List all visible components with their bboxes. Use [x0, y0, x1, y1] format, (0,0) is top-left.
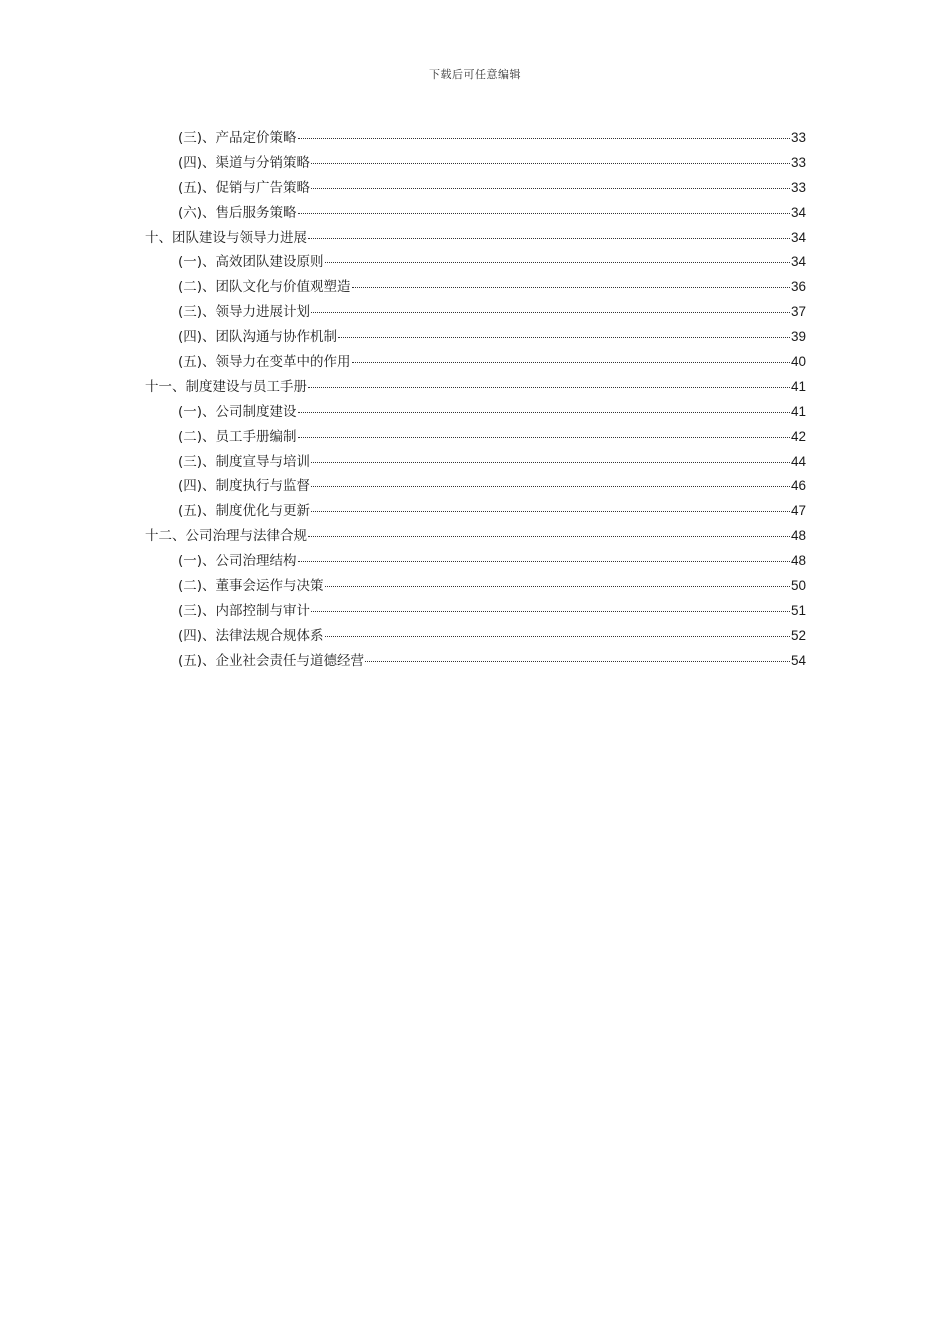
toc-dot-leader	[311, 610, 790, 612]
toc-dot-leader	[298, 212, 790, 214]
toc-entry-title: (五)、领导力在变革中的作用	[178, 354, 351, 371]
toc-entry-title: (五)、制度优化与更新	[178, 503, 311, 520]
toc-page-number: 34	[790, 204, 806, 220]
toc-entry-title: (三)、内部控制与审计	[178, 602, 311, 619]
toc-chapter-entry[interactable]	[145, 524, 806, 549]
toc-dot-leader	[311, 187, 790, 189]
toc-page-number: 51	[790, 602, 806, 618]
toc-entry-title: (二)、团队文化与价值观塑造	[178, 279, 351, 296]
toc-dot-leader	[298, 137, 790, 139]
toc-page-number: 46	[790, 478, 806, 494]
toc-dot-leader	[308, 237, 790, 239]
toc-page-number: 52	[790, 627, 806, 643]
toc-dot-leader	[311, 461, 790, 463]
toc-page-number: 41	[790, 403, 806, 419]
toc-entry-title: (一)、高效团队建设原则	[178, 254, 324, 271]
page-header: 下载后可任意编辑	[429, 68, 521, 81]
toc-entry-title: (一)、公司制度建设	[178, 403, 297, 420]
toc-section-entry[interactable]	[145, 151, 806, 176]
toc-page-number: 33	[790, 130, 806, 145]
toc-section-entry[interactable]	[145, 450, 806, 475]
toc-entry-title: (三)、产品定价策略	[178, 130, 297, 146]
toc-entry-title: (二)、员工手册编制	[178, 428, 297, 445]
table-of-contents	[145, 126, 806, 674]
toc-dot-leader	[308, 535, 790, 537]
toc-page-number: 34	[790, 254, 806, 270]
toc-dot-leader	[325, 261, 790, 263]
toc-page-number: 33	[790, 179, 806, 195]
toc-chapter-entry[interactable]	[145, 375, 806, 400]
toc-page-number: 48	[790, 528, 806, 544]
toc-section-entry[interactable]	[145, 275, 806, 300]
toc-entry-title: 十二、公司治理与法律合规	[145, 528, 307, 545]
toc-chapter-entry[interactable]	[145, 226, 806, 251]
toc-section-entry[interactable]	[145, 325, 806, 350]
toc-section-entry[interactable]	[145, 250, 806, 275]
toc-entry-title: (三)、领导力进展计划	[178, 304, 311, 321]
toc-dot-leader	[311, 162, 790, 164]
toc-section-entry[interactable]	[145, 474, 806, 499]
toc-page-number: 40	[790, 354, 806, 370]
toc-section-entry[interactable]	[145, 649, 806, 674]
toc-entry-title: (一)、公司治理结构	[178, 553, 297, 570]
toc-section-entry[interactable]	[145, 300, 806, 325]
toc-entry-title: (四)、渠道与分销策略	[178, 154, 311, 171]
toc-entry-title: (六)、售后服务策略	[178, 204, 297, 221]
toc-dot-leader	[325, 585, 790, 587]
toc-section-entry[interactable]	[145, 425, 806, 450]
toc-page-number: 36	[790, 279, 806, 295]
toc-dot-leader	[311, 485, 790, 487]
toc-entry-title: 十、团队建设与领导力进展	[145, 229, 307, 246]
toc-dot-leader	[298, 560, 790, 562]
toc-dot-leader	[311, 311, 790, 313]
toc-entry-title: (四)、法律法规合规体系	[178, 627, 324, 644]
toc-entry-title: (四)、团队沟通与协作机制	[178, 329, 338, 346]
toc-section-entry[interactable]	[145, 499, 806, 524]
toc-entry-title: (四)、制度执行与监督	[178, 478, 311, 495]
toc-section-entry[interactable]	[145, 126, 806, 151]
toc-page-number: 54	[790, 652, 806, 668]
toc-dot-leader	[352, 286, 790, 288]
toc-section-entry[interactable]	[145, 624, 806, 649]
toc-section-entry[interactable]	[145, 400, 806, 425]
toc-dot-leader	[298, 436, 790, 438]
toc-dot-leader	[338, 336, 790, 338]
toc-section-entry[interactable]	[145, 201, 806, 226]
toc-entry-title: (五)、促销与广告策略	[178, 179, 311, 196]
toc-page-number: 48	[790, 553, 806, 569]
toc-page-number: 41	[790, 378, 806, 394]
toc-dot-leader	[311, 510, 790, 512]
toc-section-entry[interactable]	[145, 574, 806, 599]
toc-entry-title: 十一、制度建设与员工手册	[145, 378, 307, 395]
toc-page-number: 39	[790, 329, 806, 345]
toc-page-number: 47	[790, 503, 806, 519]
toc-section-entry[interactable]	[145, 599, 806, 624]
toc-entry-title: (二)、董事会运作与决策	[178, 578, 324, 595]
toc-page-number: 42	[790, 428, 806, 444]
toc-section-entry[interactable]	[145, 176, 806, 201]
toc-page-number: 33	[790, 154, 806, 170]
toc-dot-leader	[298, 411, 790, 413]
toc-page-number: 34	[790, 229, 806, 245]
toc-page-number: 37	[790, 304, 806, 320]
toc-entry-title: (五)、企业社会责任与道德经营	[178, 652, 365, 669]
toc-dot-leader	[365, 660, 790, 662]
toc-entry-title: (三)、制度宣导与培训	[178, 453, 311, 470]
toc-page-number: 50	[790, 578, 806, 594]
toc-dot-leader	[325, 635, 790, 637]
toc-page-number: 44	[790, 453, 806, 469]
toc-section-entry[interactable]	[145, 350, 806, 375]
toc-dot-leader	[308, 386, 790, 388]
toc-dot-leader	[352, 361, 790, 363]
toc-section-entry[interactable]	[145, 549, 806, 574]
